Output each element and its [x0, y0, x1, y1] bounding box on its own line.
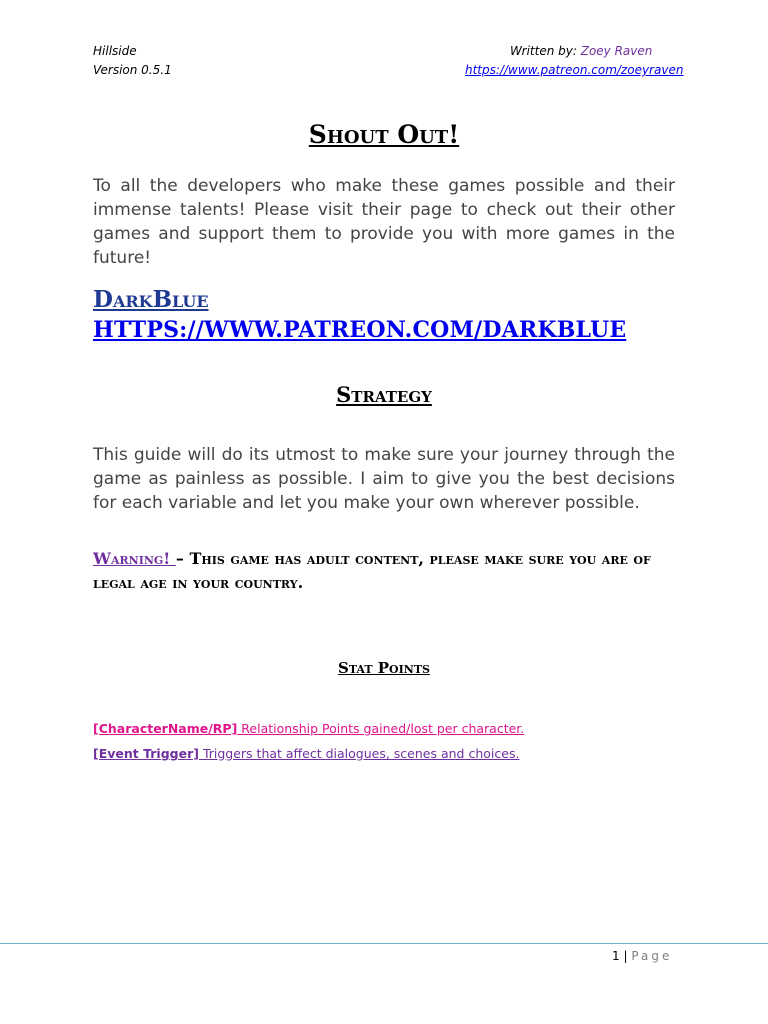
- page-footer: [612, 949, 672, 963]
- header-version: Version 0.5.1: [93, 63, 172, 77]
- adult-content-warning: [93, 547, 683, 595]
- developer-name: DarkBlue: [93, 286, 209, 313]
- legend-event-trigger: [93, 746, 519, 761]
- shout-out-heading: Shout Out!: [308, 120, 460, 149]
- author-name: Zoey Raven: [580, 44, 653, 58]
- footer-rule: [0, 943, 768, 944]
- legend-event-key: [Event Trigger]: [93, 746, 199, 761]
- legend-rp-desc: Relationship Points gained/lost per character.: [237, 721, 525, 736]
- author-patreon-link[interactable]: https://www.patreon.com/zoeyraven: [465, 63, 684, 77]
- header-byline: [510, 44, 652, 58]
- page-word: Page: [631, 949, 673, 963]
- strategy-heading: Strategy: [336, 382, 432, 407]
- legend-rp-key: [CharacterName/RP]: [93, 721, 238, 736]
- written-by-label: Written by:: [510, 44, 581, 58]
- developer-patreon-link[interactable]: HTTPS://WWW.PATREON.COM/DARKBLUE: [93, 317, 627, 343]
- warning-label: Warning!: [93, 549, 176, 568]
- legend-relationship-points: [93, 721, 524, 736]
- page-number: 1: [612, 949, 620, 963]
- warning-text: – This game has adult content, please make sure you are of legal age in your country.: [93, 549, 651, 592]
- stat-points-heading: Stat Points: [338, 659, 430, 677]
- header-game-title: Hillside: [93, 44, 137, 58]
- strategy-text: This guide will do its utmost to make sure your journey through the game as painless as possible. I aim to give you the best decisions for each variable and let you make your own wherever possible.: [93, 445, 675, 513]
- page-separator: |: [619, 949, 632, 963]
- shout-out-text: To all the developers who make these games possible and their immense talents! Please visit their page to check out their other games and support them to provide you with more games in the future!: [93, 176, 675, 268]
- legend-event-desc: Triggers that affect dialogues, scenes and choices.: [198, 746, 520, 761]
